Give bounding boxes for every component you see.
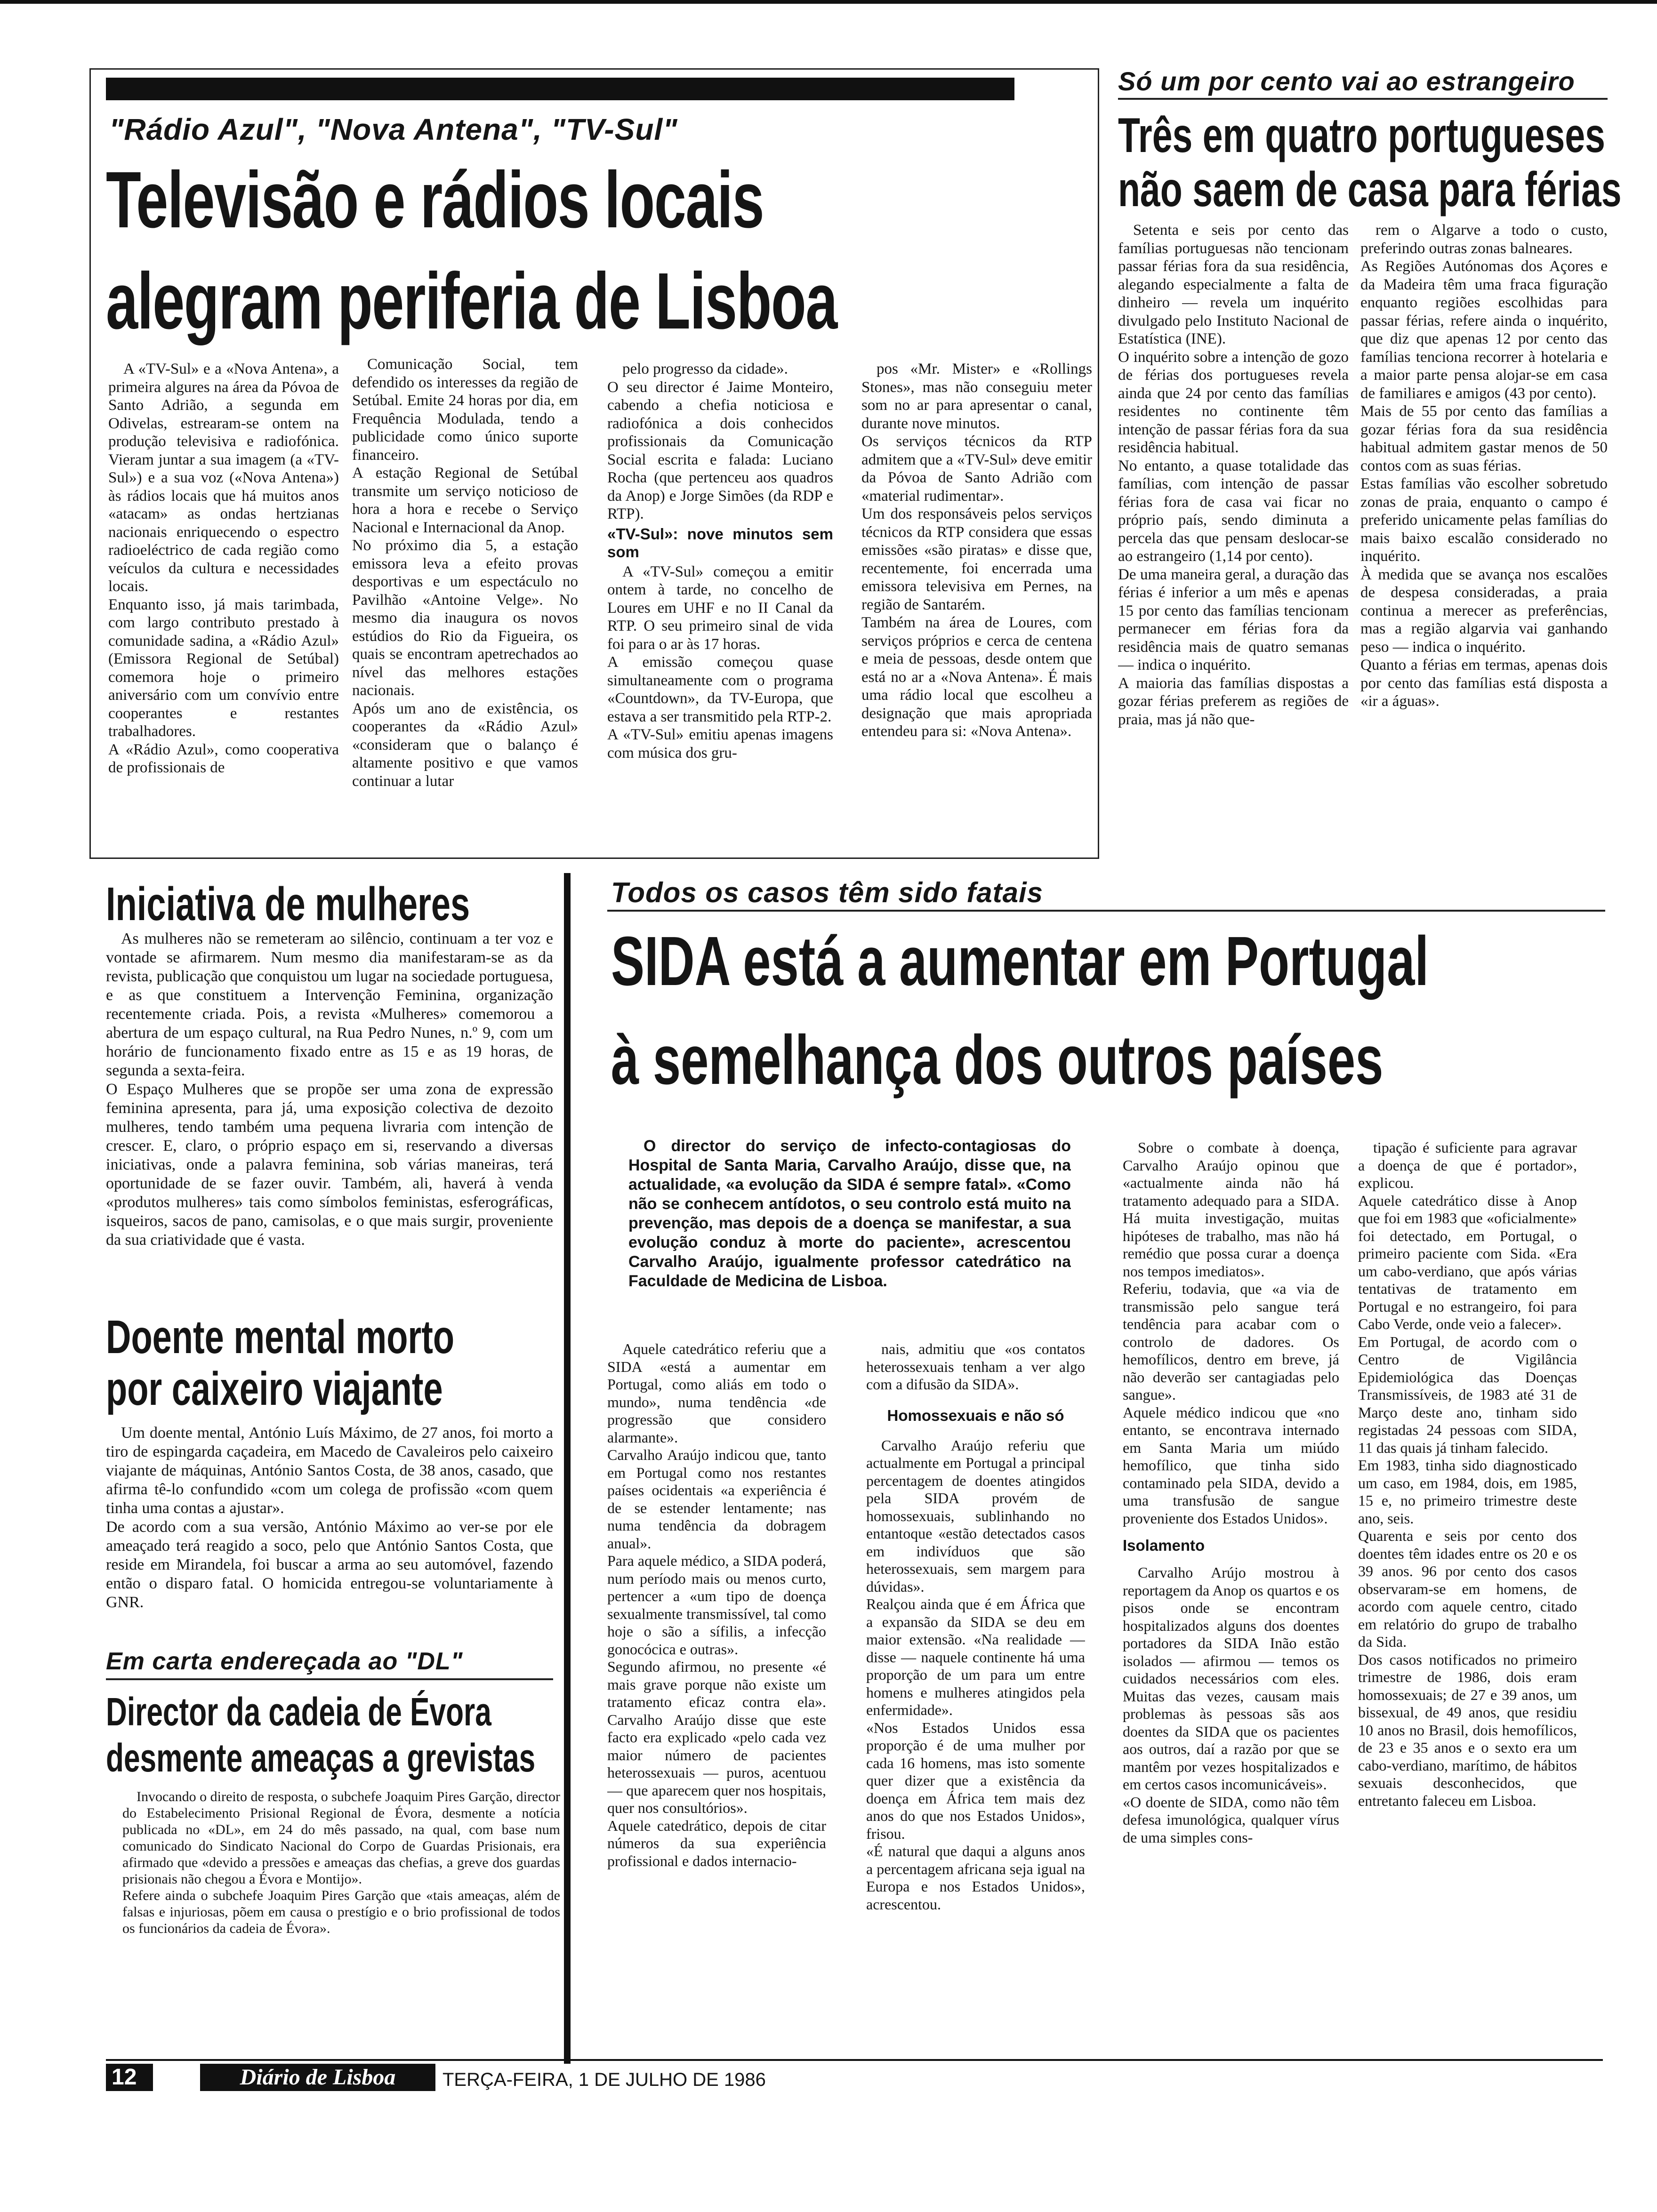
radio-top-bar [106,78,1014,100]
ferias-col-1: Setenta e seis por cento das famílias portuguesas não tencionam passar férias fora da sua residência, alegando especialmente a falta de dinheiro — revela um inquérito divulgado pelo Instituto Nacional de Estatística (INE). O inquérito sobre a intenção de gozo de férias dos portugueses revela ainda que 24 por cento das famílias residentes no continente têm intenção de passar férias fora da sua residência habitual. No entanto, a quase totalidade das famílias, com intenção de passar férias fora de casa vai ficar no próprio país, sendo diminuta a percela das que pensam deslocar-se ao estrangeiro (1,14 por cento). De uma maneira geral, a duração das férias é inferior a um mês e apenas 15 por cento das famílias tencionam permanecer em férias fora da residência mais de quatro semanas — indica o inquérito. A maioria das famílias dispostas a gozar férias preferem as regiões de praia, mas já não que- [1118,222,1349,728]
radio-headline-1: Televisão e rádios locais [106,155,764,245]
ferias-kicker-rule [1118,98,1608,100]
evora-headline-1: Director da cadeia de Évora [106,1690,491,1734]
top-rule [0,0,1657,4]
evora-kicker: Em carta endereçada ao "DL" [106,1648,463,1675]
ferias-headline-1: Três em quatro portugueses [1118,108,1605,163]
radio-col-3: pelo progresso da cidade». O seu director é Jaime Monteiro, cabendo a chefia noticiosa e radiofónica a dois conhecidos profissionais da Comunicação Social escrita e falada: Luciano Rocha (que pertenceu aos quadros da Anop) e Jorge Simões (da RDP e RTP). «TV-Sul»: nove minutos sem som A «TV-Sul» começou a emitir ontem à tarde, no concelho de Loures em UHF e no II Canal da RTP. O seu primeiro sinal de vida foi para o ar às 17 horas. A emissão começou quase simultaneamente com o programa «Countdown», da TV-Europa, que estava a ser transmitido pela RTP-2. A «TV-Sul» emitiu apenas imagens com música dos gru- [607,361,833,761]
evora-headline-2: desmente ameaças a grevistas [106,1736,536,1780]
doente-headline-2: por caixeiro viajante [106,1362,443,1415]
footer-rule [106,2059,1603,2061]
sida-subhead-isolamento: Isolamento [1123,1537,1205,1554]
sida-kicker: Todos os casos têm sido fatais [611,877,1044,908]
doente-body: Um doente mental, António Luís Máximo, de 27 anos, foi morto a tiro de espingarda caçadeira, em Macedo de Cavaleiros pelo caixeiro viajante de máquinas, António Santos Costa, de 38 anos, casado, que afirma tê-lo confundido «com um colega de profissão «com quem tinha uma contas a ajustar». De acordo com a sua versão, António Máximo ao ver-se por ele ameaçado terá reagido a soco, pelo que António Santos Costa, que reside em Mirandela, foi buscar a arma ao seu automóvel, fazendo então o disparo fatal. O homicida entregou-se voluntariamente à GNR. [106,1424,553,1611]
sida-col-2: nais, admitiu que «os contatos heterossexuais tenham a ver algo com a difusão da SIDA». Homossexuais e não só Carvalho Araújo referiu que actualmente em Portugal a principal percentagem de doentes atingidos pela SIDA provém de homossexuais, sublinhando no entantoque «estão detectados casos em indivíduos que são heterossexuais, sem margem para dúvidas». Realçou ainda que é em África que a expansão da SIDA se deu em maior extensão. «Na realidade — disse — naquele continente há uma proporção de um para um entre homens e mulheres atingidos pela enfermidade». «Nos Estados Unidos essa proporção é de uma mulher por cada 16 homens, mas isto somente quer dizer que a existência da doença em África tem mais dez anos do que nos Estados Unidos», frisou. «É natural que daqui a alguns anos a percentagem africana seja igual na Europa e nos Estados Unidos», acrescentou. [866,1340,1085,1913]
doente-headline-1: Doente mental morto [106,1311,455,1363]
radio-col-4: pos «Mr. Mister» e «Rollings Stones», mas não conseguiu meter som no ar para apresentar o canal, durante nove minutos. Os serviços técnicos da RTP admitem que a «TV-Sul» deve emitir da Póvoa de Santo Adrião com «material rudimentar». Um dos responsáveis pelos serviços técnicos da RTP considera que essas emissões «são piratas» e disse que, recentemente, foi encerrada uma emissora televisiva em Pernes, na região de Santarém. Também na área de Loures, com serviços próprios e cerca de centena e meia de pessoas, desde ontem que está no ar a «Nova Antena». É mais uma rádio local que escolheu a designação que mais apropriada entendeu para si: «Nova Antena». [861,361,1092,740]
footer-page-number: 12 [106,2064,153,2091]
sida-headline-2: à semelhança dos outros países [611,1021,1384,1099]
mulheres-body: As mulheres não se remeteram ao silêncio, continuam a ter voz e vontade se afirmarem. Num mesmo dia manifestaram-se as da revista, publicação que conquistou um lugar na sociedade portuguesa, e as que constituem a Intervenção Feminina, organização recentemente criada. Pois, a revista «Mulheres» comemorou a abertura de um espaço cultural, na Rua Pedro Nunes, n.º 9, com um horário de funcionamento fixado entre as 15 e as 19 horas, de segunda a sexta-feira. O Espaço Mulheres que se propõe ser uma zona de expressão feminina apresenta, para já, uma exposição colectiva de dezoito mulheres, tendo também uma pequena livraria com intenção de crescer. E, claro, o próprio espaço em si, reservando a diversas iniciativas, onde a palavra feminina, sob várias maneiras, terá oportunidade de se fazer ouvir. Também, ali, haverá à venda «produtos mulheres» tais como símbolos feministas, esferográficas, isqueiros, sacos de pano, camisolas, e o que mais surgir, proveniente da sua criatividade que é vasta. [106,930,553,1249]
sida-kicker-rule [607,910,1605,912]
sida-headline-1: SIDA está a aumentar em Portugal [611,922,1429,1000]
radio-kicker: "Rádio Azul", "Nova Antena", "TV-Sul" [109,112,678,146]
radio-subhead: «TV-Sul»: nove minutos sem som [607,525,833,561]
evora-kicker-rule [106,1678,553,1680]
radio-col-2: Comunicação Social, tem defendido os interesses da região de Setúbal. Emite 24 horas por dia, em Frequência Modulada, tendo a publicidade como único suporte financeiro. A estação Regional de Setúbal transmite um serviço noticioso de hora a hora e recebe o Serviço Nacional e Internacional da Anop. No próximo dia 5, a estação emissora leva a efeito provas desportivas e um espectáculo no Pavilhão «Antoine Velge». No mesmo dia inaugura os novos estúdios do Rio da Figueira, os quais se encontram apetrechados ao nível das melhores estações nacionais. Após um ano de existência, os cooperantes da «Rádio Azul» «consideram que o balanço é altamente positivo e que vamos continuar a lutar [352,356,578,790]
footer-date: TERÇA-FEIRA, 1 DE JULHO DE 1986 [442,2069,766,2090]
evora-body: Invocando o direito de resposta, o subchefe Joaquim Pires Garção, director do Estabelecimento Prisional Regional de Évora, desmente a notícia publicada no «DL», em 24 do mês passado, na qual, com base num comunicado do Sindicato Nacional do Corpo de Guardas Prisionais, era afirmado que «devido a pressões e ameaças das chefias, a greve dos guardas prisionais não chegou a Évora e Montijo». Refere ainda o subchefe Joaquim Pires Garção que «tais ameaças, além de falsas e injuriosas, põem em causa o prestígio e o brio profissional de todos os funcionários da cadeia de Évora». [122,1789,560,1936]
sida-col-4: tipação é suficiente para agravar a doença de que é portador», explicou. Aquele catedrático disse à Anop que foi em 1983 que «oficialmente» foi detectado, em Portugal, o primeiro paciente com Sida. «Era um cabo-verdiano, que após várias tentativas de tratamento em Portugal e no estrangeiro, foi para Cabo Verde, onde veio a falecer». Em Portugal, de acordo com o Centro de Vigilância Epidemiológica das Doenças Transmissíveis, de 1983 até 31 de Março deste ano, tinham sido registadas 24 pessoas com SIDA, 11 das quais já tinham falecido. Em 1983, tinha sido diagnosticado um caso, em 1984, dois, em 1985, 15 e, no primeiro trimestre deste ano, seis. Quarenta e seis por cento dos doentes têm idades entre os 20 e os 39 anos. 96 por cento dos casos observaram-se em homens, de acordo com aquele centro, citado em relatório do grupo de trabalho da Sida. Dos casos notificados no primeiro trimestre de 1986, dois eram homossexuais; de 27 e 39 anos, um bissexual, de 49 anos, que residiu 10 anos no Brasil, dois hemofílicos, de 23 e 35 anos e o sexto era um cabo-verdiano, marítimo, de hábitos sexuais desconhecidos, que entretanto faleceu em Lisboa. [1358,1139,1577,1809]
sida-subhead-homossexuais: Homossexuais e não só [887,1406,1064,1424]
radio-headline-2: alegram periferia de Lisboa [106,256,837,346]
footer-masthead: Diário de Lisboa [200,2064,435,2091]
ferias-kicker: Só um por cento vai ao estrangeiro [1118,66,1575,96]
ferias-headline-2: não saem de casa para férias [1118,162,1622,217]
sida-col-1: Aquele catedrático referiu que a SIDA «está a aumentar em Portugal, como aliás em todo o mundo», numa tendência «de progressão que considero alarmante». Carvalho Araújo indicou que, tanto em Portugal como nos restantes países ocidentais «a experiência é de se estender lentamente; nas numa tendência da dobragem anual». Para aquele médico, a SIDA poderá, num período mais ou menos curto, pertencer a «um tipo de doença sexualmente transmissível, tal como hoje o são a sífilis, a infecção gonocócica e outras». Segundo afirmou, no presente «é mais grave porque não existe um tratamento eficaz contra ela». Carvalho Araújo disse que este facto era explicado «pelo cada vez maior número de pacientes heterossexuais — puros, acentuou — que aparecem quer nos hospitais, quer nos consultórios». Aquele catedrático, depois de citar números da sua experiência profissional e dados internacio- [607,1340,826,1869]
sida-lead: O director do serviço de infecto-contagiosas do Hospital de Santa Maria, Carvalho Araújo, disse que, na actualidade, «a evolução da SIDA é sempre fatal». «Como não se conhecem antídotos, o seu controlo está muito na prevenção, mas depois de a doença se manifestar, a sua evolução conduz à morte do paciente», acrescentou Carvalho Araújo, igualmente professor catedrático na Faculdade de Medicina de Lisboa. [628,1137,1071,1290]
sida-col-3: Sobre o combate à doença, Carvalho Araújo opinou que «actualmente ainda não há tratamento adequado para a SIDA. Há muita investigação, muitas hipóteses de trabalho, mas não há remédio que possa curar a doença nos tempos imediatos». Referiu, todavia, que «a via de transmissão pelo sangue terá tendência para acabar com o controlo de dadores. Os hemofílicos, dentro em breve, já não deverão ser cantagiadas pelo sangue». Aquele médico indicou que «no entanto, se encontrava internado em Santa Maria um miúdo hemofílico, que tinha sido contaminado pela SIDA, devido a uma transfusão de sangue proveniente dos Estados Unidos». Isolamento Carvalho Arújo mostrou à reportagem da Anop os quartos e os pisos onde se encontram hospitalizados alguns dos doentes portadores da SIDA Inão estão isolados — afirmou — temos os cuidados necessários com eles. Muitas das vezes, causam mais problemas às pessoas sãs aos doentes da SIDA que os pacientes aos outros, daí a razão por que se mantêm por vezes hospitalizados e em certos casos incomunicáveis». «O doente de SIDA, como não têm defesa imunológica, qualquer vírus de uma simples cons- [1123,1139,1339,1846]
sida-left-bar [564,873,571,2064]
radio-col-1: A «TV-Sul» e a «Nova Antena», a primeira algures na área da Póvoa de Santo Adrião, a segunda em Odivelas, estrearam-se ontem na produção televisiva e radiofónica. Vieram juntar a sua imagem (a «TV-Sul») e a sua voz («Nova Antena») às rádios locais que há muitos anos «atacam» as ondas hertzianas nacionais enriquecendo o espectro radioeléctrico de cada região como veículos da cultura e necessidades locais. Enquanto isso, já mais tarimbada, com largo contributo prestado à comunidade sadina, a «Rádio Azul» (Emissora Regional de Setúbal) comemora hoje o primeiro aniversário com um convívio entre cooperantes e restantes trabalhadores. A «Rádio Azul», como cooperativa de profissionais de [108,361,339,776]
mulheres-headline: Iniciativa de mulheres [106,878,470,930]
ferias-col-2: rem o Algarve a todo o custo, preferindo outras zonas balneares. As Regiões Autónomas dos Açores e da Madeira têm uma fraca figuração enquanto regiões escolhidas para passar férias, refere ainda o inquérito, que diz que apenas 12 por cento das famílias tenciona recorrer à hotelaria e a maior parte pensa alojar-se em casa de familiares e amigos (43 por cento). Mais de 55 por cento das famílias a gozar férias fora da sua residência habitual admitem gastar menos de 50 contos com as suas férias. Estas famílias vão escolher sobretudo zonas de praia, enquanto o campo é preferido unicamente pelas famílias do mais baixo escalão considerado no inquérito. À medida que se avança nos escalões de despesa consideradas, a praia continua a merecer as preferências, mas a região algarvia vai ganhando peso — indica o inquérito. Quanto a férias em termas, apenas dois por cento das famílias está disposta a «ir a águas». [1360,222,1608,710]
